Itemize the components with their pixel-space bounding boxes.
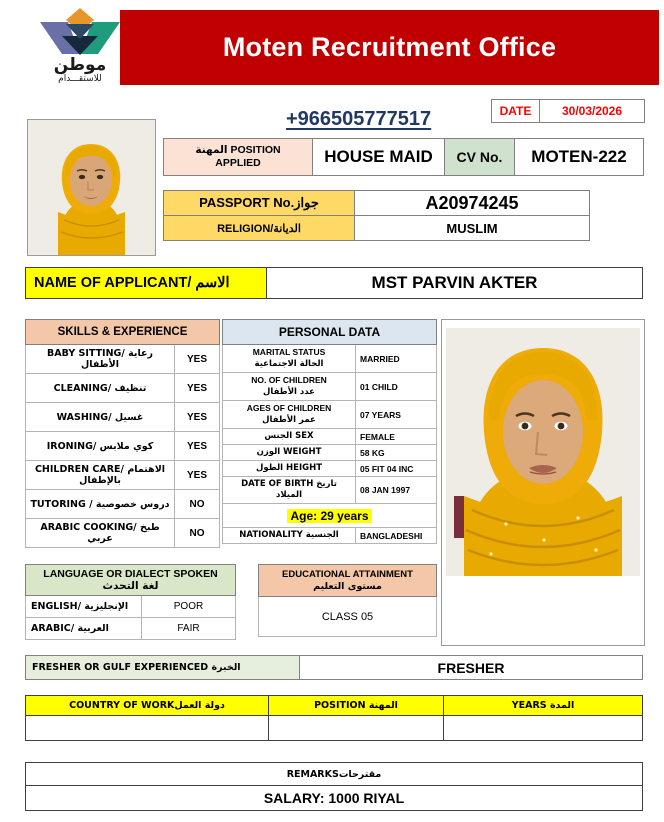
applicant-photo-large	[441, 319, 645, 646]
skill-label: TUTORING / دروس خصوصية	[26, 490, 175, 519]
label-en: AGES OF CHILDREN	[246, 403, 332, 413]
language-level: FAIR	[142, 618, 236, 640]
label-en: NO. OF CHILDREN	[251, 375, 327, 385]
remarks-table	[25, 762, 643, 811]
skill-value: NO	[175, 490, 220, 519]
skill-value: YES	[175, 403, 220, 432]
label-ar: الحالة الاجتماعية	[254, 359, 324, 369]
personal-data-label: الوزن WEIGHT	[223, 445, 356, 461]
work-cell-years[interactable]	[444, 716, 643, 741]
skill-label: ARABIC COOKING/ طبخ عربي	[26, 519, 175, 548]
table-row	[26, 490, 220, 519]
table-row	[26, 374, 220, 403]
skills-table	[25, 319, 220, 548]
table-row	[26, 461, 220, 490]
work-cell-position[interactable]	[269, 716, 444, 741]
page-title: Moten Recruitment Office	[222, 32, 557, 62]
education-header	[259, 565, 437, 597]
logo-subtitle-ar: للاستقـــدام	[58, 74, 102, 84]
position-label-en2: APPLIED	[215, 157, 261, 169]
experience-status-value: FRESHER	[437, 659, 505, 676]
skills-header-row	[26, 320, 220, 345]
date-box	[491, 99, 645, 123]
work-col-years: YEARS المدة	[444, 696, 643, 716]
label-en: MARITAL STATUS	[252, 347, 326, 357]
education-header-en: EDUCATIONAL ATTAINMENT	[282, 568, 413, 580]
age-value: Age: 29 years	[287, 509, 371, 523]
remarks-body-row	[26, 786, 643, 811]
table-row	[223, 445, 437, 461]
phone-number[interactable]: +966505777517	[286, 108, 432, 130]
date-value: 30/03/2026	[561, 104, 623, 118]
skill-label: IRONING/ كوي ملابس	[26, 432, 175, 461]
portrait-frame	[446, 328, 640, 576]
skill-value: YES	[175, 432, 220, 461]
education-header-row	[259, 565, 437, 597]
personal-data-label: الجنس SEX	[223, 429, 356, 445]
personal-data-value: 08 JAN 1997	[356, 477, 437, 504]
education-value: CLASS 05	[259, 597, 437, 637]
personal-data-label	[223, 401, 356, 429]
work-col-country: COUNTRY OF WORKدولة العمل	[26, 696, 269, 716]
work-header-row	[26, 696, 643, 716]
skill-value: YES	[175, 374, 220, 403]
table-row	[26, 596, 236, 618]
table-row	[223, 477, 437, 504]
language-table	[25, 564, 236, 640]
cv-number-value: MOTEN-222	[531, 147, 627, 166]
skill-value: NO	[175, 519, 220, 548]
religion-label: RELIGION/الديانة	[164, 216, 355, 241]
personal-data-value: FEMALE	[356, 429, 437, 445]
label-ar: عدد الأطفال	[263, 387, 315, 397]
personal-data-value: 05 FIT 04 INC	[356, 461, 437, 477]
cv-number-label: CV No.	[445, 139, 515, 175]
personal-data-value: 58 KG	[356, 445, 437, 461]
nationality-value: BANGLADESHI	[356, 528, 437, 544]
title-banner	[120, 10, 659, 85]
position-applied-label	[164, 139, 313, 175]
table-row	[223, 429, 437, 445]
table-row	[223, 401, 437, 429]
table-row	[223, 373, 437, 401]
language-header-en: LANGUAGE OR DIALECT SPOKEN	[43, 568, 218, 580]
personal-data-label	[223, 345, 356, 373]
table-row	[223, 461, 437, 477]
table-row	[26, 345, 220, 374]
skill-value: YES	[175, 345, 220, 374]
work-experience-table	[25, 695, 643, 741]
position-label-en: POSITION	[230, 144, 281, 156]
moten-logo-icon	[38, 6, 122, 56]
personal-data-header: PERSONAL DATA	[223, 320, 437, 345]
religion-value: MUSLIM	[355, 216, 590, 241]
skill-label: BABY SITTING/ رعاية الأطفال	[26, 345, 175, 374]
table-row	[26, 519, 220, 548]
education-header-ar: مستوى التعليم	[313, 580, 382, 592]
applicant-photo-small	[27, 119, 156, 256]
skill-label: CLEANING/ تنظيف	[26, 374, 175, 403]
table-row	[223, 528, 437, 544]
document-header	[0, 0, 664, 95]
position-label-ar: المهنة	[195, 144, 228, 156]
language-label: ARABIC/ العربية	[26, 618, 142, 640]
experience-status-label: FRESHER OR GULF EXPERIENCED الخبرة	[26, 656, 300, 679]
experience-status-row	[25, 655, 643, 680]
personal-data-label: الطول HEIGHT	[223, 461, 356, 477]
personal-data-value: 01 CHILD	[356, 373, 437, 401]
language-header-ar: لغة التحدث	[102, 580, 159, 592]
portrait-image-icon	[446, 328, 640, 576]
passport-value: A20974245	[355, 191, 590, 216]
skill-value: YES	[175, 461, 220, 490]
passport-row	[164, 191, 590, 216]
age-row	[223, 504, 437, 528]
table-row	[259, 597, 437, 637]
portrait-thumbnail-icon	[28, 120, 155, 255]
skill-label: CHILDREN CARE/ الاهتمام بالإطفال	[26, 461, 175, 490]
position-applied-row	[163, 138, 644, 176]
label-ar: عمر الأطفال	[262, 415, 316, 425]
table-row	[26, 432, 220, 461]
personal-data-value: 07 YEARS	[356, 401, 437, 429]
applicant-name-value: MST PARVIN AKTER	[371, 273, 538, 292]
nationality-label: NATIONALITY الجنسية	[223, 528, 356, 544]
personal-data-table	[222, 319, 437, 544]
language-header-row	[26, 565, 236, 596]
language-header	[26, 565, 236, 596]
skill-label: WASHING/ غسيل	[26, 403, 175, 432]
education-table	[258, 564, 437, 637]
religion-row	[164, 216, 590, 241]
personal-data-value: MARRIED	[356, 345, 437, 373]
date-label: DATE	[492, 100, 540, 122]
applicant-name-label: NAME OF APPLICANT/ الاسم	[26, 268, 267, 298]
age-cell	[223, 504, 437, 528]
language-label: ENGLISH/ الإنجليزية	[26, 596, 142, 618]
work-cell-country[interactable]	[26, 716, 269, 741]
applicant-name-row	[25, 267, 643, 299]
table-row	[223, 345, 437, 373]
remarks-header: REMARKSمقترحات	[26, 763, 643, 786]
remarks-header-row	[26, 763, 643, 786]
personal-data-header-row	[223, 320, 437, 345]
language-level: POOR	[142, 596, 236, 618]
passport-religion-table	[163, 190, 590, 241]
table-row	[26, 716, 643, 741]
logo-word-ar: موطن	[53, 55, 107, 75]
table-row	[26, 618, 236, 640]
passport-label: PASSPORT No.جواز	[164, 191, 355, 216]
personal-data-label	[223, 373, 356, 401]
remarks-value: SALARY: 1000 RIYAL	[26, 786, 643, 811]
skills-header: SKILLS & EXPERIENCE	[26, 320, 220, 345]
position-applied-value: HOUSE MAID	[313, 139, 445, 175]
work-col-position: POSITION المهنة	[269, 696, 444, 716]
table-row	[26, 403, 220, 432]
personal-data-label: DATE OF BIRTH تاريخ الميلاد	[223, 477, 356, 504]
company-logo	[32, 6, 128, 90]
